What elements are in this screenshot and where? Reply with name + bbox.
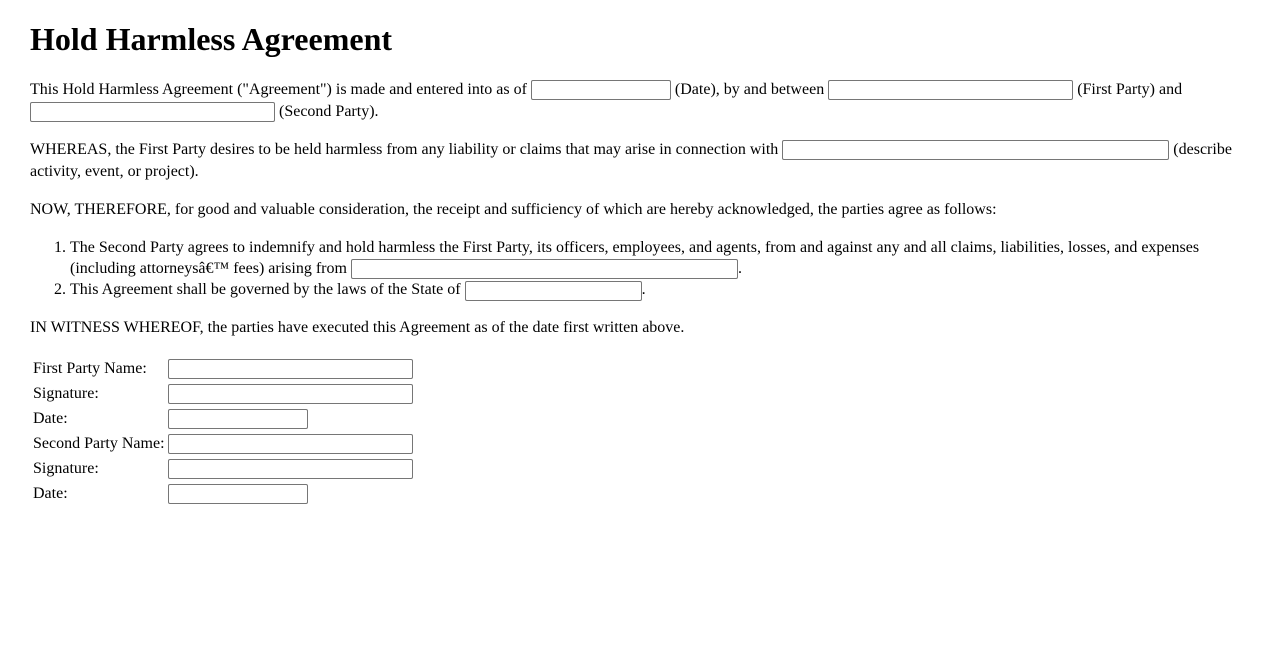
intro-after-second-party-text: (Second Party). <box>279 103 379 120</box>
second-party-date-input[interactable] <box>168 484 308 504</box>
first-party-date-input[interactable] <box>168 409 308 429</box>
clause-item-indemnify <box>54 237 1248 279</box>
clause-1-lead-text: The Second Party agrees to indemnify and hold harmless the First Party, its officers, employees, and agents, from and against any and all claims, liabilities, losses, and expenses (including attorneysâ€™ fees) arising from <box>70 239 1200 277</box>
whereas-tail-text: (describe activity, event, or project). <box>30 141 1232 180</box>
first-party-name-label: First Party Name: <box>33 360 147 378</box>
clause-2-tail-text: . <box>641 281 646 299</box>
first-party-name-input[interactable] <box>168 359 413 379</box>
second-party-name-input[interactable] <box>168 434 413 454</box>
governing-state-input[interactable] <box>465 281 642 301</box>
whereas-lead-text: WHEREAS, the First Party desires to be held harmless from any liability or claims that may arise in connection with <box>30 141 779 158</box>
intro-lead-text: This Hold Harmless Agreement ("Agreement") is made and entered into as of <box>30 81 527 98</box>
first-party-signature-row <box>30 384 1248 405</box>
first-party-name-row <box>30 359 1248 380</box>
second-party-date-label: Date: <box>33 485 68 503</box>
second-party-signature-row <box>30 459 1248 480</box>
second-party-input[interactable] <box>30 102 275 122</box>
now-therefore-paragraph: NOW, THEREFORE, for good and valuable consideration, the receipt and sufficiency of which are hereby acknowledged, the parties agree as follows: <box>30 201 997 218</box>
document-title: Hold Harmless Agreement <box>30 21 393 57</box>
first-party-date-row <box>30 409 1248 430</box>
first-party-date-label: Date: <box>33 410 68 428</box>
second-party-date-row <box>30 484 1248 505</box>
clause-1-tail-text: . <box>737 260 742 277</box>
indemnity-source-input[interactable] <box>351 259 738 279</box>
clause-item-governing-law <box>54 279 1248 300</box>
first-party-signature-input[interactable] <box>168 384 413 404</box>
first-party-signature-label: Signature: <box>33 385 99 403</box>
intro-after-first-party-text: (First Party) and <box>1077 81 1183 98</box>
clause-number-2: 2. <box>54 281 66 299</box>
clause-list <box>30 237 1248 301</box>
first-party-input[interactable] <box>828 80 1073 100</box>
witness-paragraph: IN WITNESS WHEREOF, the parties have executed this Agreement as of the date first written above. <box>30 318 685 336</box>
second-party-signature-label: Signature: <box>33 460 99 478</box>
intro-paragraph <box>30 79 1248 123</box>
clause-number-1: 1. <box>54 239 66 256</box>
second-party-name-row <box>30 434 1248 455</box>
second-party-signature-input[interactable] <box>168 459 413 479</box>
agreement-date-input[interactable] <box>531 80 671 100</box>
intro-after-date-text: (Date), by and between <box>674 81 825 98</box>
clause-2-lead-text: This Agreement shall be governed by the laws of the State of <box>70 281 461 299</box>
whereas-paragraph <box>30 139 1248 183</box>
signature-section <box>30 359 1248 505</box>
activity-description-input[interactable] <box>782 140 1169 160</box>
second-party-name-label: Second Party Name: <box>33 435 165 453</box>
